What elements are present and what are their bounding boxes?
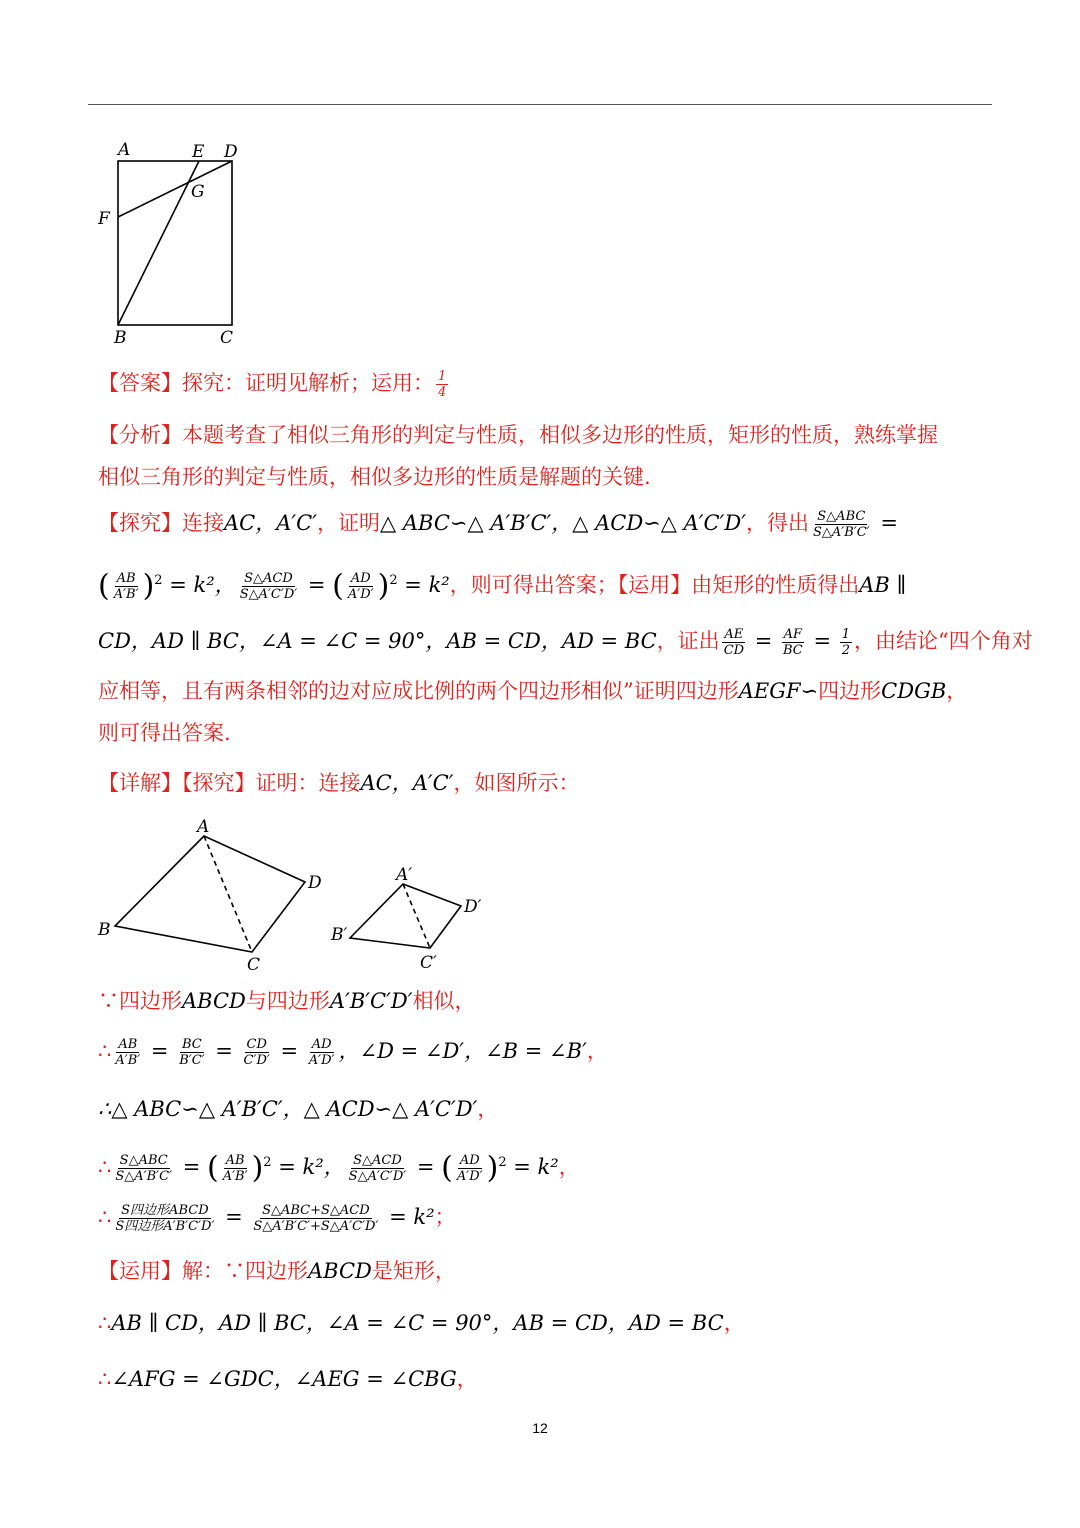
explore-math: AC，A′C′ [224, 511, 318, 535]
frac-ad [346, 571, 376, 602]
step-text: ， [586, 1039, 608, 1063]
apply-text: ， [456, 1367, 478, 1391]
frac-den: A′D′ [308, 1053, 335, 1068]
frac-area-abc [811, 509, 872, 540]
frac-num: S△ABC [119, 1153, 168, 1168]
frac-ae-cd [722, 627, 746, 658]
frac-num: 1 [438, 369, 447, 384]
frac-ad [307, 1037, 337, 1068]
analysis-line-2: 相似三角形的判定与性质，相似多边形的性质是解题的关键. [98, 465, 651, 489]
frac-area-abc [113, 1153, 174, 1184]
frac-half [840, 627, 852, 658]
detail-text: ，如图所示： [453, 771, 580, 795]
frac-cd [242, 1037, 272, 1068]
step-math: ，∠D = ∠D′，∠B = ∠B′ [338, 1039, 587, 1063]
paren: ) [377, 568, 390, 604]
step-math: ABCD [182, 989, 246, 1013]
frac-den: B′C′ [179, 1053, 205, 1068]
step-math: A′B′C′D′ [329, 989, 413, 1013]
frac-num: AB [116, 571, 136, 586]
frac-den: BC [783, 643, 803, 658]
header-rule [88, 104, 992, 105]
step-1 [98, 986, 475, 1016]
frac-num: AB [118, 1037, 138, 1052]
step-math: = k²， [278, 1155, 345, 1179]
frac-num: AD [459, 1153, 480, 1168]
label-D-prime: D′ [464, 897, 482, 917]
paren: ) [142, 568, 155, 604]
answer-fraction [436, 369, 448, 400]
frac-den: 4 [438, 385, 447, 400]
label-B: B [114, 328, 127, 348]
frac-num: S△ACD [353, 1153, 402, 1168]
rectangle-figure [90, 135, 260, 350]
label-D: D [224, 142, 238, 162]
explore-math: = k² [404, 573, 450, 597]
frac-num: BC [182, 1037, 202, 1052]
frac-den: S△A′B′C′ [115, 1169, 173, 1184]
explore-line-5: 则可得出答案. [98, 721, 231, 745]
step-text: ∵四边形 [98, 989, 182, 1013]
therefore-sign: ∴ [98, 1155, 112, 1179]
explore-text: 应相等，且有两条相邻的边对应成比例的两个四边形相似”证明四边形 [98, 679, 739, 703]
apply-text: 是矩形， [371, 1259, 456, 1283]
frac-sum-area [251, 1203, 380, 1234]
frac-area-acd [347, 1153, 409, 1184]
frac-quad-area [113, 1203, 216, 1234]
frac-den: 2 [841, 643, 850, 658]
frac-ab [113, 1037, 142, 1068]
label-F: F [98, 209, 110, 229]
apply-text: ， [723, 1311, 745, 1335]
page-number: 12 [532, 1420, 548, 1436]
answer-tag: 【答案】 [98, 371, 182, 395]
detail-text: 证明：连接 [255, 771, 361, 795]
paren: ( [332, 568, 344, 604]
apply-tag: 【运用】 [98, 1259, 182, 1283]
step-text: ， [558, 1155, 580, 1179]
frac-den: S△A′B′C′+S△A′C′D′ [253, 1219, 379, 1234]
explore-line-3: CD，AD ∥ BC，∠A = ∠C = 90°，AB = CD，AD = BC，证出 $\frac{AE}{CD}$ = $\frac{AF}{BC}$ = $\frac{1}{2}$ ，由结论“四个角对 [98, 627, 1033, 658]
step-3 [98, 1094, 498, 1124]
frac-den: A′B′ [222, 1169, 248, 1184]
step-math: = k² [389, 1205, 435, 1229]
apply-math: AB ∥ CD，AD ∥ BC，∠A = ∠C = 90°，AB = CD，AD = BC [111, 1311, 724, 1335]
step-4: ∴ $\frac{\text{S△ABC}}{S\triangle A'B'C'}$ = ( $\frac{AB}{A'B'}$ )$^2$ = k²， $\frac{\text{S△ACD}}{S\triangle A'C'D'}$ = ( $\frac{AD}{A'D'}$ )$^2$ = k²， [98, 1150, 580, 1186]
explore-math: △ ABC∽△ A′B′C′，△ ACD∽△ A′C′D′ [380, 511, 746, 535]
explore-line-4 [98, 676, 967, 706]
explore-line-1 [98, 508, 898, 540]
frac-den: C′D′ [243, 1053, 270, 1068]
paren: ( [206, 1150, 219, 1186]
frac-num: S△ABC [817, 509, 866, 524]
frac-ab [112, 571, 141, 602]
frac-den: S△A′C′D′ [348, 1169, 407, 1184]
explore-math: AB ∥ [859, 573, 907, 597]
equals-sign: = [880, 511, 898, 535]
quadrilaterals-figure [90, 812, 510, 977]
label-B: B [98, 920, 111, 940]
frac-num: AE [724, 627, 744, 642]
frac-den: S△A′B′C′ [812, 525, 870, 540]
explore-text: ，证出 [656, 629, 720, 653]
frac-num: CD [246, 1037, 267, 1052]
step-5: ∴ $\frac{\text{S四边形ABCD}}{\text{S四边形A′B′C′D′}}$ = $\frac{\text{S△ABC+S△ACD}}{S\triangle A'B'C'+S\triangle A'C'D'}$ = k²； [98, 1203, 456, 1234]
paren: ( [441, 1150, 453, 1186]
frac-af-bc [781, 627, 805, 658]
frac-den: A′D′ [456, 1169, 483, 1184]
frac-num: AB [225, 1153, 245, 1168]
frac-num: S四边形ABCD [121, 1203, 209, 1218]
step-math: = k² [513, 1155, 559, 1179]
detail-tag: 【详解】【探究】 [98, 771, 256, 795]
frac-num: S△ABC+S△ACD [262, 1203, 370, 1218]
label-C-prime: C′ [420, 953, 437, 973]
explore-text: ， [946, 679, 968, 703]
analysis-text-1: 本题考查了相似三角形的判定与性质，相似多边形的性质，矩形的性质，熟练掌握 [182, 423, 938, 447]
paren: ( [98, 568, 110, 604]
explore-math: = k²， [169, 573, 236, 597]
therefore-sign: ∴ [98, 1039, 112, 1063]
explore-line-2: ( $\frac{AB}{A'B'}$ )$^2$ = k²， $\frac{\text{S△ACD}}{S\triangle A'C'D'}$ = ( $\frac{AD}{A'D'}$ )$^2$ = k²，则可得出答案；【运用】由矩形的性质得出AB ∥ [98, 568, 907, 604]
label-G: G [191, 182, 205, 202]
paren: ) [486, 1150, 499, 1186]
apply-line-1 [98, 1256, 456, 1286]
therefore-sign: ∴ [98, 1205, 112, 1229]
detail-line [98, 768, 580, 798]
analysis-tag: 【分析】 [98, 423, 182, 447]
frac-den: A′D′ [347, 587, 374, 602]
therefore-sign: ∴ [98, 1311, 112, 1335]
frac-num: AD [350, 571, 371, 586]
explore-math: CDGB [881, 679, 947, 703]
apply-math: ABCD [308, 1259, 372, 1283]
explore-text: ，由结论“四个角对 [854, 629, 1033, 653]
label-D: D [308, 873, 322, 893]
explore-math: AEGF∽ [738, 679, 819, 703]
explore-text: 连接 [182, 511, 224, 535]
label-C: C [247, 955, 261, 975]
step-text: 相似， [412, 989, 476, 1013]
frac-den: S四边形A′B′C′D′ [115, 1219, 215, 1234]
frac-num: S△ACD [244, 571, 293, 586]
frac-den: S△A′C′D′ [239, 587, 298, 602]
explore-text: ，证明 [317, 511, 381, 535]
step-text: ， [477, 1097, 499, 1121]
label-A: A [118, 140, 131, 160]
label-A-prime: A′ [396, 865, 413, 885]
frac-num: AF [783, 627, 803, 642]
frac-num: 1 [841, 627, 850, 642]
analysis-line-1 [98, 420, 938, 450]
frac-bc [177, 1037, 206, 1068]
therefore-sign: ∴ [98, 1367, 112, 1391]
frac-ab [221, 1153, 250, 1184]
label-A: A [197, 817, 210, 837]
answer-text: 探究：证明见解析；运用： [182, 371, 434, 395]
step-text: 与四边形 [245, 989, 330, 1013]
step-text: ； [434, 1205, 456, 1229]
apply-line-2 [98, 1308, 745, 1338]
frac-den: A′B′ [113, 587, 139, 602]
frac-ad [455, 1153, 485, 1184]
explore-text: 四边形 [818, 679, 882, 703]
detail-math: AC，A′C′ [360, 771, 454, 795]
label-E: E [192, 142, 205, 162]
explore-text: ，得出 [745, 511, 809, 535]
apply-line-3 [98, 1364, 478, 1394]
apply-math: ∠AFG = ∠GDC，∠AEG = ∠CBG [111, 1367, 457, 1391]
paren: ) [251, 1150, 264, 1186]
explore-tag: 【探究】 [98, 511, 182, 535]
frac-area-acd [238, 571, 300, 602]
explore-text: ，则可得出答案；【运用】由矩形的性质得出 [449, 573, 860, 597]
frac-den: A′B′ [115, 1053, 141, 1068]
step-2: ∴ $\frac{AB}{A'B'}$ = $\frac{BC}{B'C'}$ = $\frac{CD}{C'D'}$ = $\frac{AD}{A'D'}$ ，∠D = ∠D′，∠B = ∠B′， [98, 1037, 608, 1068]
label-C: C [220, 328, 234, 348]
frac-num: AD [311, 1037, 332, 1052]
apply-text: 解：∵四边形 [182, 1259, 308, 1283]
answer-line [98, 368, 450, 400]
label-B-prime: B′ [331, 925, 348, 945]
step-math: ∴△ ABC∽△ A′B′C′，△ ACD∽△ A′C′D′ [98, 1097, 478, 1121]
explore-math: CD，AD ∥ BC，∠A = ∠C = 90°，AB = CD，AD = BC [98, 629, 657, 653]
frac-den: CD [723, 643, 745, 658]
